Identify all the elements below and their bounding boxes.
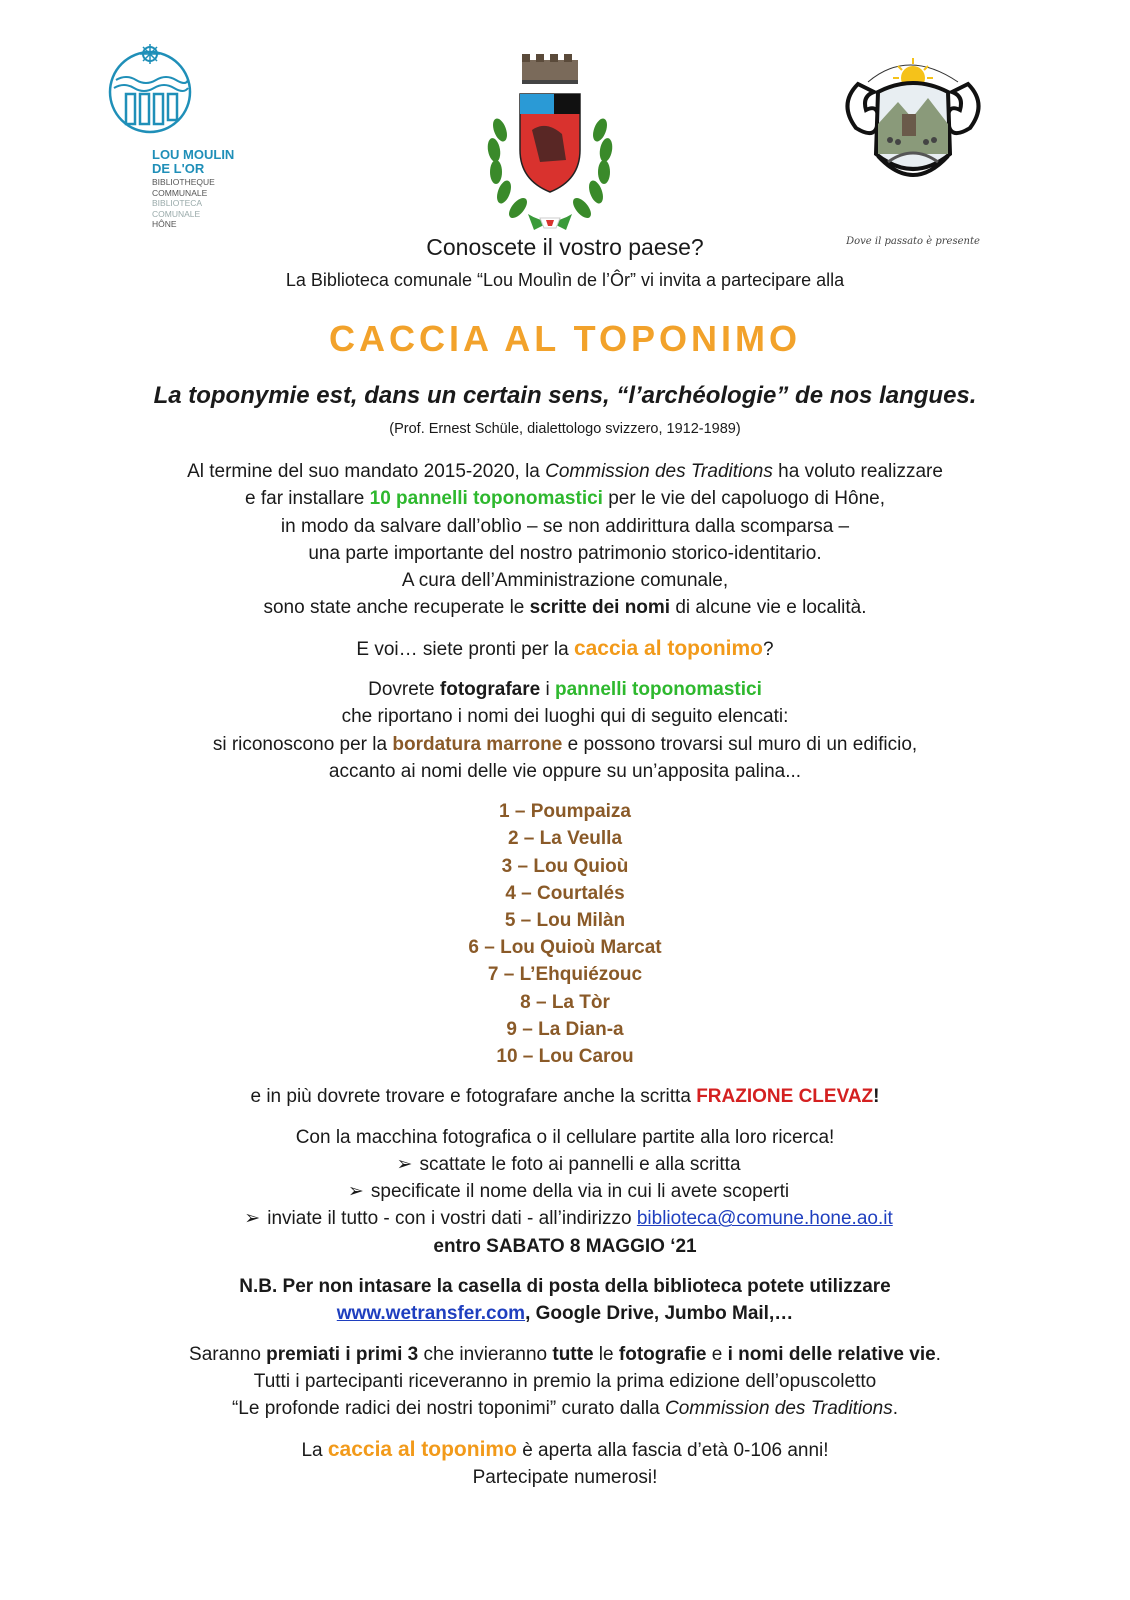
text: ?: [763, 638, 774, 660]
closing-paragraph: [0, 1436, 1130, 1492]
text: è aperta alla fascia d’età 0-106 anni!: [516, 1439, 829, 1461]
comune-motto-logo: [838, 44, 988, 254]
list-item: 1 – Poumpaiza: [499, 801, 631, 823]
arrow-bullet-icon: ➢: [347, 1181, 364, 1203]
text: e: [706, 1343, 728, 1365]
paragraph-mandate: [0, 458, 1130, 622]
list-item: 5 – Lou Milàn: [504, 910, 626, 932]
text: !: [873, 1086, 880, 1108]
text: Saranno: [189, 1343, 267, 1365]
wetransfer-link[interactable]: www.wetransfer.com: [336, 1303, 526, 1325]
quote-citation: (Prof. Ernest Schüle, dialettologo svizzero, 1912-1989): [389, 421, 741, 437]
flyer-body: [0, 458, 1130, 1491]
instruction-item: [0, 1205, 1130, 1232]
text: inviate il tutto - con i vostri dati - all’indirizzo: [267, 1208, 637, 1230]
highlight-fotografie: fotografie: [618, 1343, 707, 1365]
text: A cura dell’Amministrazione comunale,: [401, 570, 729, 592]
email-link[interactable]: biblioteca@comune.hone.ao.it: [636, 1208, 893, 1230]
prizes-paragraph: [0, 1341, 1130, 1423]
library-sub-line: BIBLIOTECA: [152, 198, 203, 208]
text: e possono trovarsi sul muro di un edificio,: [562, 733, 918, 755]
paragraph-photograph: [0, 676, 1130, 785]
instructions-intro: Con la macchina fotografica o il cellulare partite alla loro ricerca!: [295, 1126, 835, 1148]
text: accanto ai nomi delle vie oppure su un’apposita palina...: [328, 760, 802, 782]
deadline: entro SABATO 8 MAGGIO ‘21: [433, 1235, 697, 1257]
list-item: 3 – Lou Quioù: [501, 855, 629, 877]
text: che invieranno: [418, 1343, 553, 1365]
library-sub-line: HÔNE: [152, 219, 177, 229]
quote-text: La toponymie est, dans un certain sens, “l’archéologie” de nos langues.: [153, 382, 977, 409]
highlight-pannelli: 10 pannelli toponomastici: [369, 488, 603, 510]
library-name-line1: LOU MOULIN: [152, 147, 235, 162]
nb-note: [0, 1273, 1130, 1328]
highlight-scritte: scritte dei nomi: [529, 597, 671, 619]
list-item: 8 – La Tòr: [520, 991, 610, 1013]
list-item: 2 – La Veulla: [507, 828, 623, 850]
list-item: 10 – Lou Carou: [496, 1046, 634, 1068]
highlight-bordatura: bordatura marrone: [392, 733, 563, 755]
page-title: CACCIA AL TOPONIMO: [328, 318, 801, 359]
highlight-tutte: tutte: [552, 1343, 594, 1365]
text: scattate le foto ai pannelli e alla scritta: [419, 1153, 741, 1175]
text: specificate il nome della via in cui li avete scoperti: [370, 1181, 790, 1203]
list-item: 7 – L’Ehquiézouc: [487, 964, 643, 986]
highlight-caccia: caccia al toponimo: [573, 636, 764, 660]
quote: [0, 382, 1130, 410]
mill-wheel-icon: [108, 40, 208, 150]
fleur-de-lis-icon: [838, 44, 988, 234]
commission-name: Commission des Traditions: [545, 461, 773, 482]
arrow-bullet-icon: ➢: [396, 1153, 413, 1175]
text: si riconoscono per la: [212, 733, 393, 755]
instruction-item: [0, 1151, 1130, 1178]
text: La: [301, 1439, 328, 1461]
library-sub-line: COMUNALE: [152, 208, 201, 219]
text: sono state anche recuperate le: [263, 597, 530, 619]
list-item: 4 – Courtalés: [505, 882, 625, 904]
text: per le vie del capoluogo di Hône,: [602, 488, 885, 510]
highlight-frazione: FRAZIONE CLEVAZ: [696, 1086, 874, 1108]
library-sub-line: COMMUNALE: [152, 187, 208, 198]
text: Tutti i partecipanti riceveranno in premio la prima edizione dell’opuscoletto: [253, 1370, 877, 1392]
paragraph-ready: [0, 635, 1130, 663]
list-item: 9 – La Dian-a: [506, 1018, 624, 1040]
coat-of-arms-icon: [470, 50, 630, 250]
library-name: [152, 148, 234, 176]
toponym-list: [0, 798, 1130, 1070]
page-question: Conoscete il vostro paese?: [426, 234, 704, 260]
text: che riportano i nomi dei luoghi qui di seguito elencati:: [341, 706, 789, 728]
highlight-premiati: premiati i primi 3: [266, 1343, 419, 1365]
list-item: 6 – Lou Quioù Marcat: [468, 937, 662, 959]
library-sub-line: BIBLIOTHEQUE: [152, 177, 215, 187]
text: .: [935, 1343, 941, 1365]
text: e in più dovrete trovare e fotografare anche la scritta: [250, 1086, 697, 1108]
text: Dovrete: [368, 679, 440, 701]
comune-motto: Dove il passato è presente: [846, 236, 980, 247]
instructions: [0, 1124, 1130, 1260]
highlight-pannelli: pannelli toponomastici: [554, 679, 762, 701]
text: N.B. Per non intasare la casella di posta della biblioteca potete utilizzare: [239, 1276, 891, 1298]
library-logo: [108, 40, 268, 240]
commission-name: Commission des Traditions: [665, 1398, 893, 1420]
library-subtitle: [152, 177, 215, 230]
instruction-item: [0, 1178, 1130, 1205]
highlight-caccia: caccia al toponimo: [327, 1437, 517, 1461]
text: Al termine del suo mandato 2015-2020, la: [187, 461, 546, 482]
text: ha voluto realizzare: [772, 461, 943, 482]
coat-of-arms-logo: [470, 50, 630, 250]
highlight-nomi: i nomi delle relative vie: [727, 1343, 936, 1365]
text: Partecipate numerosi!: [472, 1466, 658, 1488]
text: in modo da salvare dall’oblìo – se non addirittura dalla scomparsa –: [280, 515, 850, 537]
text: di alcune vie e località.: [670, 597, 867, 619]
text: .: [892, 1398, 899, 1420]
arrow-bullet-icon: ➢: [244, 1208, 261, 1230]
intro-line: La Biblioteca comunale “Lou Moulìn de l’Ôr” vi invita a partecipare alla: [285, 270, 845, 290]
text: , Google Drive, Jumbo Mail,…: [525, 1303, 794, 1325]
library-name-line2: DE L'OR: [152, 161, 205, 176]
paragraph-frazione: [0, 1083, 1130, 1110]
text: le: [593, 1343, 619, 1365]
text: una parte importante del nostro patrimonio storico-identitario.: [308, 542, 822, 564]
text: e far installare: [245, 488, 370, 510]
text: i: [540, 679, 555, 701]
text: “Le profonde radici dei nostri toponimi” curato dalla: [231, 1398, 665, 1420]
highlight-fotografare: fotografare: [439, 679, 541, 701]
text: E voi… siete pronti per la: [356, 638, 574, 660]
